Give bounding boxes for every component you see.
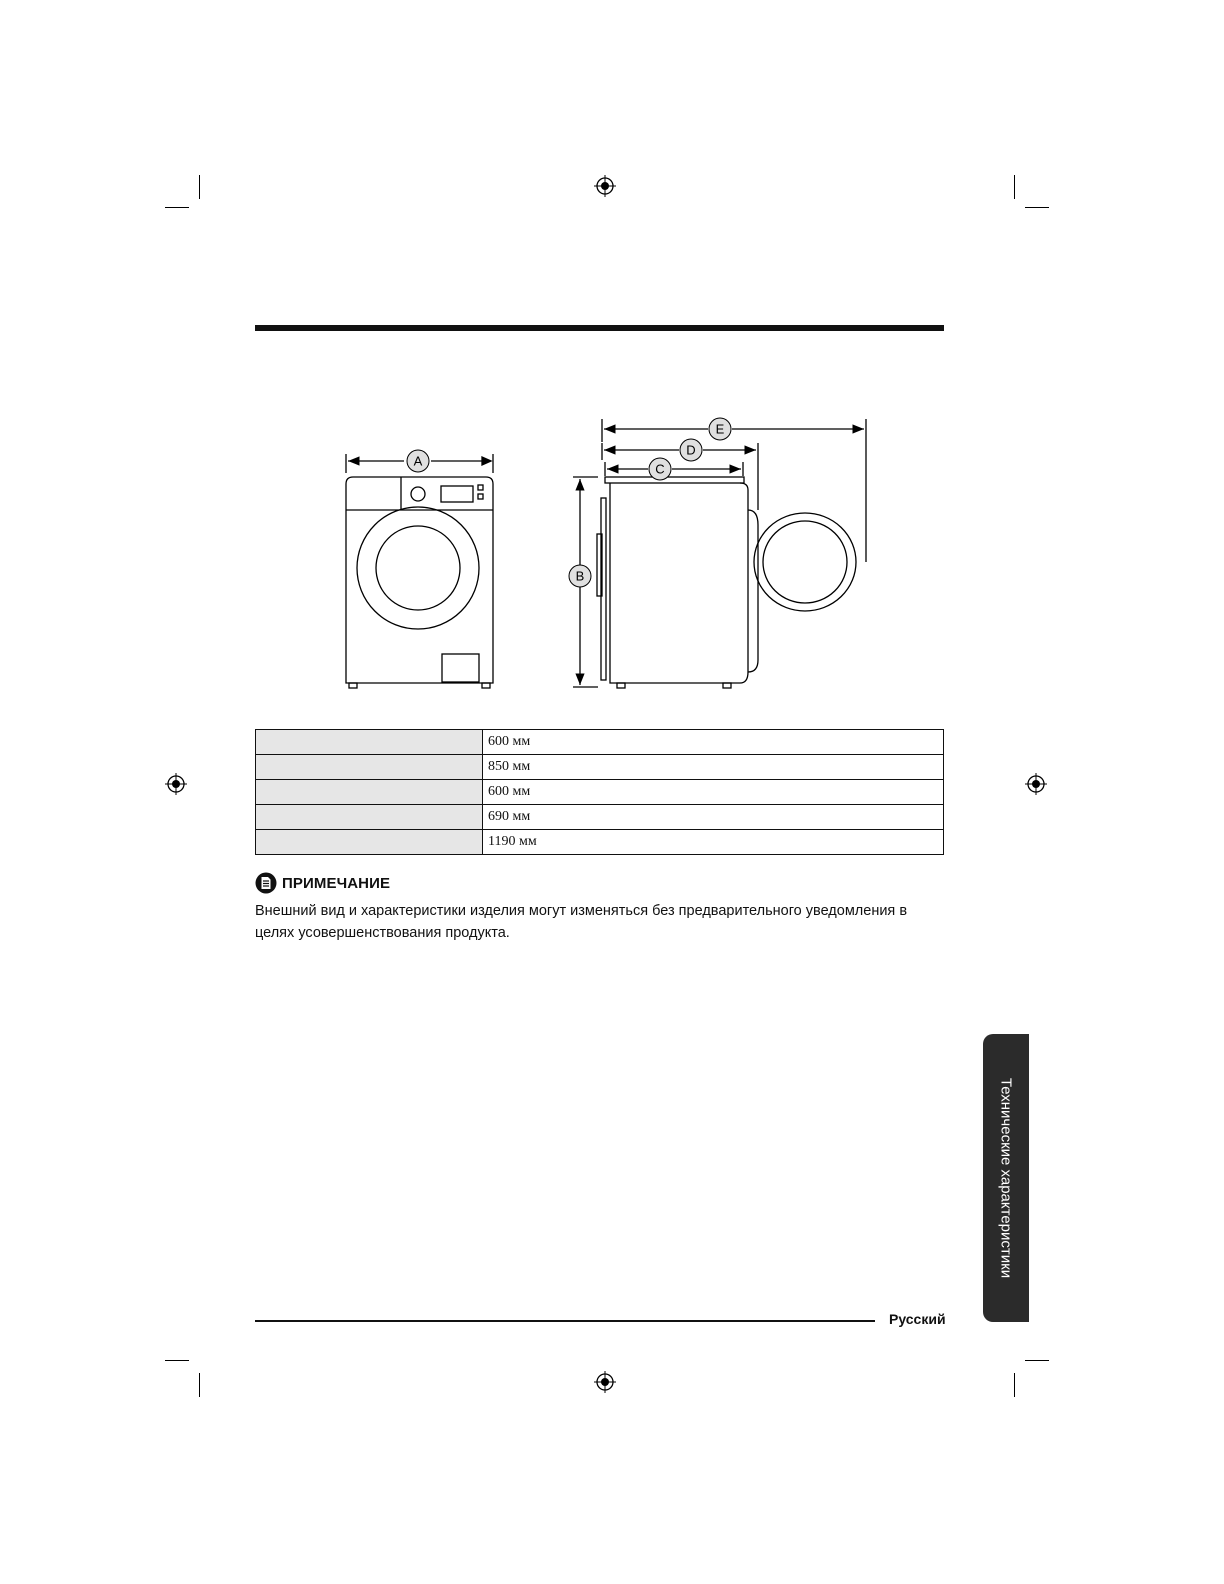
washer-side-view <box>573 419 866 688</box>
crop-mark <box>199 175 200 199</box>
note-text: Внешний вид и характеристики изделия могут изменяться без предварительного уведомления в целях усовершенствования продукта. <box>255 903 908 941</box>
footer-language: Русский <box>889 1311 946 1327</box>
side-tab-label: Технические характеристики <box>997 1077 1015 1279</box>
dimensions-table <box>255 729 944 855</box>
crop-mark <box>1014 1373 1015 1397</box>
table-cell-value: 1190 мм <box>483 830 944 855</box>
svg-text:E: E <box>715 421 725 437</box>
note-title: ПРИМЕЧАНИЕ <box>282 874 391 892</box>
footer-rule <box>255 1320 875 1322</box>
table-row <box>256 830 944 855</box>
crop-mark <box>1014 175 1015 199</box>
note-heading <box>255 871 390 895</box>
table-row <box>256 780 944 805</box>
registration-mark-icon <box>594 1371 616 1393</box>
table-cell-value: 850 мм <box>483 755 944 780</box>
table-cell-label <box>256 830 483 855</box>
dimension-label-a <box>407 450 429 472</box>
table-cell-value: 600 мм <box>483 730 944 755</box>
crop-mark <box>199 1373 200 1397</box>
table-cell-label <box>256 805 483 830</box>
crop-mark <box>1025 1360 1049 1361</box>
washer-front-view <box>346 454 493 688</box>
table-cell-value: 600 мм <box>483 780 944 805</box>
svg-text:B: B <box>575 568 585 584</box>
washer-dimension-diagram <box>330 410 890 710</box>
note-icon <box>255 872 277 894</box>
registration-mark-icon <box>1025 773 1047 795</box>
crop-mark <box>1025 207 1049 208</box>
table-cell-label <box>256 730 483 755</box>
registration-mark-icon <box>165 773 187 795</box>
dimension-label-b <box>569 565 591 587</box>
table-cell-label <box>256 780 483 805</box>
svg-text:C: C <box>655 461 665 477</box>
dimension-label-e <box>709 418 731 440</box>
crop-mark <box>165 1360 189 1361</box>
table-row <box>256 730 944 755</box>
crop-mark <box>165 207 189 208</box>
table-cell-value: 690 мм <box>483 805 944 830</box>
table-row <box>256 755 944 780</box>
table-cell-label <box>256 755 483 780</box>
registration-mark-icon <box>594 175 616 197</box>
section-side-tab <box>983 1034 1029 1322</box>
dimension-label-c <box>649 458 671 480</box>
table-row <box>256 805 944 830</box>
svg-text:A: A <box>413 453 423 469</box>
dimension-label-d <box>680 439 702 461</box>
svg-text:D: D <box>686 442 696 458</box>
section-rule <box>255 325 944 331</box>
